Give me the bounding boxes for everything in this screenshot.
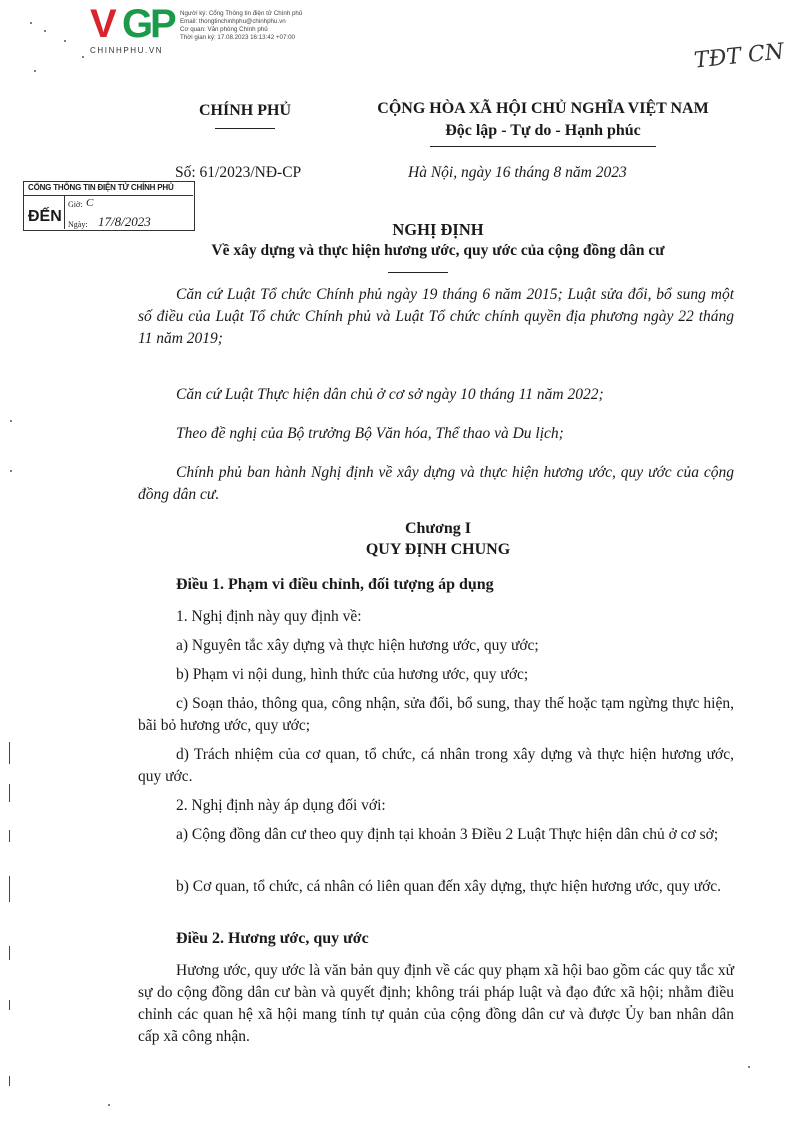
scan-mark bbox=[9, 830, 10, 842]
stamp-date-value: 17/8/2023 bbox=[98, 214, 151, 229]
scan-speck bbox=[64, 40, 66, 42]
document-number: Số: 61/2023/NĐ-CP bbox=[175, 164, 302, 181]
article-paragraph: Hương ước, quy ước là văn bản quy định về các quy phạm xã hội bao gồm các quy tắc xử sự do cộng đồng dân cư bàn và quyết định; không trái pháp luật và đạo đức xã hội; nhằm điều chỉnh các quan hệ xã hội mang tính tự quản của cộng đồng dân cư và được Ủy ban nhân dân cấp xã công nhận. bbox=[138, 962, 734, 1045]
stamp-org: CỔNG THÔNG TIN ĐIỆN TỬ CHÍNH PHỦ bbox=[28, 183, 174, 192]
article-paragraph: b) Cơ quan, tổ chức, cá nhân có liên quan đến xây dựng, thực hiện hương ước, quy ước. bbox=[176, 878, 722, 895]
logo-letter-p: P bbox=[150, 2, 177, 46]
scan-mark bbox=[9, 946, 10, 960]
preamble-paragraph: Căn cứ Luật Tổ chức Chính phủ ngày 19 tháng 6 năm 2015; Luật sửa đổi, bổ sung một số điều của Luật Tổ chức Chính phủ và Luật Tổ chức chính quyền địa phương ngày 22 tháng 11 năm 2019; bbox=[138, 286, 734, 347]
article-paragraph: 1. Nghị định này quy định về: bbox=[176, 608, 362, 625]
stamp-den: ĐẾN bbox=[28, 208, 62, 225]
digital-signature-info bbox=[180, 10, 302, 42]
scan-mark bbox=[9, 1076, 10, 1086]
scan-speck bbox=[108, 1104, 110, 1106]
sig-line: Email: thongtinchinhphu@chinhphu.vn bbox=[180, 18, 286, 25]
document-subtitle: Về xây dựng và thực hiện hương ước, quy ước của cộng đồng dân cư bbox=[211, 242, 665, 259]
scan-speck bbox=[82, 56, 84, 58]
stamp-time-value: C bbox=[86, 197, 94, 209]
scan-speck bbox=[10, 420, 12, 422]
article-heading: Điều 2. Hương ước, quy ước bbox=[176, 930, 369, 947]
national-title: CỘNG HÒA XÃ HỘI CHỦ NGHĨA VIỆT NAM bbox=[377, 100, 709, 117]
article-paragraph: 2. Nghị định này áp dụng đối với: bbox=[176, 797, 386, 814]
scan-mark bbox=[9, 742, 10, 764]
scan-mark bbox=[9, 784, 10, 802]
logo-letter-g: G bbox=[122, 2, 154, 46]
preamble-paragraph: Chính phủ ban hành Nghị định về xây dựng và thực hiện hương ước, quy ước của cộng đồng dân cư. bbox=[138, 464, 734, 503]
scan-speck bbox=[34, 70, 36, 72]
logo-subtitle: CHINHPHU.VN bbox=[90, 46, 164, 55]
document-title: NGHỊ ĐỊNH bbox=[392, 220, 484, 239]
stamp-divider bbox=[23, 195, 193, 196]
scan-speck bbox=[748, 1066, 750, 1068]
preamble-paragraph: Căn cứ Luật Thực hiện dân chủ ở cơ sở ngày 10 tháng 11 năm 2022; bbox=[176, 386, 604, 403]
article-paragraph: a) Cộng đồng dân cư theo quy định tại khoản 3 Điều 2 Luật Thực hiện dân chủ ở cơ sở; bbox=[176, 826, 719, 843]
agency-underline bbox=[215, 128, 275, 129]
article-paragraph: b) Phạm vi nội dung, hình thức của hương ước, quy ước; bbox=[176, 666, 529, 683]
scan-mark bbox=[9, 876, 10, 902]
chapter-number: Chương I bbox=[404, 520, 472, 537]
article-paragraph: a) Nguyên tắc xây dựng và thực hiện hương ước, quy ước; bbox=[176, 637, 539, 654]
stamp-date-label: Ngày: bbox=[68, 220, 88, 229]
handwritten-note: TĐT CN bbox=[692, 39, 786, 74]
scan-speck bbox=[30, 22, 32, 24]
issuing-agency: CHÍNH PHỦ bbox=[199, 102, 291, 119]
stamp-time-label: Giờ: bbox=[68, 200, 83, 209]
scan-speck bbox=[10, 470, 12, 472]
motto-underline bbox=[430, 146, 656, 147]
article-paragraph: c) Soạn thảo, thông qua, công nhận, sửa đổi, bổ sung, thay thế hoặc tạm ngừng thực hiện, bãi bỏ hương ước, quy ước; bbox=[138, 695, 734, 734]
preamble-paragraph: Theo đề nghị của Bộ trưởng Bộ Văn hóa, Thể thao và Du lịch; bbox=[176, 425, 564, 442]
subtitle-underline bbox=[388, 272, 448, 273]
logo-letter-v: V bbox=[90, 2, 116, 46]
sig-line: Cơ quan: Văn phòng Chính phủ bbox=[180, 26, 268, 33]
scan-speck bbox=[44, 30, 46, 32]
sig-line: Người ký: Cổng Thông tin điện tử Chính phủ bbox=[180, 10, 303, 17]
article-heading: Điều 1. Phạm vi điều chỉnh, đối tượng áp dụng bbox=[176, 576, 494, 593]
article-paragraph: d) Trách nhiệm của cơ quan, tổ chức, cá nhân trong xây dựng và thực hiện hương ước, quy ước. bbox=[138, 746, 734, 785]
scan-mark bbox=[9, 1000, 10, 1010]
sig-line: Thời gian ký: 17.08.2023 16:13:42 +07:00 bbox=[180, 34, 296, 41]
chapter-title: QUY ĐỊNH CHUNG bbox=[365, 541, 511, 558]
national-motto: Độc lập - Tự do - Hạnh phúc bbox=[445, 122, 641, 139]
place-date: Hà Nội, ngày 16 tháng 8 năm 2023 bbox=[408, 164, 627, 181]
